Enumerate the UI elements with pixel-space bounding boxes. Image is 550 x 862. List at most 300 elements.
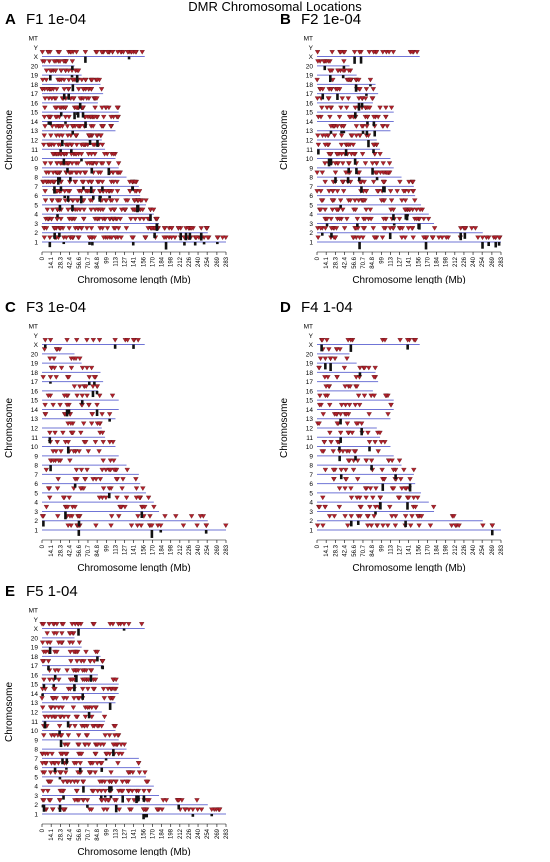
dmr-marker <box>190 808 195 812</box>
dmr-marker <box>65 669 70 673</box>
chromosome-label: 20 <box>30 635 38 643</box>
dmr-marker <box>421 217 426 221</box>
dmr-marker <box>195 798 200 802</box>
dmr-marker <box>119 236 124 240</box>
x-tick-label: 42.4 <box>67 545 74 557</box>
dmr-bar <box>356 223 359 226</box>
dmr-marker <box>432 226 437 230</box>
dmr-bar <box>371 168 374 175</box>
dmr-marker <box>315 189 320 193</box>
x-axis-label: Chromosome length (Mb) <box>77 563 191 572</box>
chromosome-label: X <box>308 342 313 350</box>
dmr-marker <box>406 189 411 193</box>
x-tick-label: 198 <box>168 829 175 840</box>
chromosome-label: MT <box>303 35 313 43</box>
dmr-marker <box>338 106 343 110</box>
dmr-marker <box>53 669 58 673</box>
chromosome-label: X <box>33 626 38 634</box>
dmr-marker <box>70 60 75 64</box>
dmr-marker <box>337 115 342 119</box>
dmr-marker <box>76 734 81 738</box>
dmr-bar <box>360 428 363 435</box>
x-tick-label: 84.8 <box>370 257 377 269</box>
dmr-marker <box>67 226 72 230</box>
dmr-marker <box>327 403 332 407</box>
dmr-marker <box>195 808 200 812</box>
dmr-marker <box>151 505 156 509</box>
x-tick-label: 198 <box>168 545 175 556</box>
dmr-marker <box>101 440 106 444</box>
dmr-marker <box>403 199 408 203</box>
panel-title: F5 1-04 <box>26 583 78 600</box>
chromosome-label: 19 <box>30 360 38 368</box>
dmr-marker <box>321 524 326 528</box>
dmr-marker <box>134 487 139 491</box>
dmr-marker <box>372 394 377 398</box>
dmr-marker <box>397 180 402 184</box>
dmr-marker <box>87 403 92 407</box>
dmr-marker <box>337 487 342 491</box>
dmr-marker <box>331 477 336 481</box>
x-tick-label: 42.4 <box>342 257 349 269</box>
dmr-marker <box>428 524 433 528</box>
dmr-marker <box>371 180 376 184</box>
dmr-marker <box>385 124 390 128</box>
dmr-marker <box>100 468 105 472</box>
chromosome-label: 1 <box>34 527 38 535</box>
x-tick-label: 70.7 <box>360 545 367 557</box>
x-tick-label: 99 <box>104 545 111 552</box>
chromosome-label: 17 <box>305 91 313 99</box>
dmr-marker <box>42 678 47 682</box>
dmr-marker <box>411 496 416 500</box>
chromosome-label: 15 <box>30 397 38 405</box>
dmr-marker <box>85 366 90 370</box>
dmr-marker <box>368 78 373 82</box>
dmr-marker <box>60 706 65 710</box>
dmr-marker <box>480 524 485 528</box>
chromosome-label: 17 <box>30 663 38 671</box>
dmr-marker <box>80 366 85 370</box>
x-tick-label: 14.1 <box>324 257 331 269</box>
dmr-marker <box>372 514 377 518</box>
dmr-marker <box>47 622 52 626</box>
dmr-marker <box>366 366 371 370</box>
dmr-marker <box>367 412 372 416</box>
chromosome-label: 2 <box>309 518 313 526</box>
chromosome-label: 14 <box>305 118 313 126</box>
dmr-marker <box>97 394 102 398</box>
chromosome-label: 6 <box>34 193 38 201</box>
dmr-marker <box>341 450 346 454</box>
chromosome-label: 2 <box>34 518 38 526</box>
dmr-marker <box>415 496 420 500</box>
x-tick-label: 184 <box>159 545 166 556</box>
dmr-bar <box>71 205 74 211</box>
dmr-marker <box>320 171 325 175</box>
dmr-marker <box>143 771 148 775</box>
dmr-bar <box>73 684 76 691</box>
dmr-bar <box>71 66 74 70</box>
dmr-marker <box>85 687 90 691</box>
panel-title: F3 1e-04 <box>26 299 87 316</box>
dmr-marker <box>386 412 391 416</box>
dmr-bar <box>329 75 332 82</box>
dmr-marker <box>380 468 385 472</box>
x-tick-label: 170 <box>150 545 157 556</box>
dmr-marker <box>126 798 131 802</box>
dmr-bar <box>54 675 57 680</box>
x-tick-label: 269 <box>214 545 221 556</box>
x-tick-label: 127 <box>397 545 404 556</box>
x-tick-label: 269 <box>489 545 496 556</box>
dmr-marker <box>393 524 398 528</box>
dmr-marker <box>42 236 47 240</box>
chromosome-label: 14 <box>30 406 38 414</box>
dmr-marker <box>59 450 64 454</box>
dmr-marker <box>363 162 368 166</box>
dmr-marker <box>316 143 321 147</box>
chromosome-label: MT <box>28 35 38 43</box>
panel-letter: B <box>280 11 291 28</box>
dmr-marker <box>333 357 338 361</box>
dmr-marker <box>343 514 348 518</box>
chromosome-label: X <box>33 54 38 62</box>
dmr-bar <box>404 214 407 219</box>
dmr-marker <box>469 226 474 230</box>
dmr-marker <box>101 687 106 691</box>
dmr-bar <box>77 530 80 536</box>
x-tick-label: 269 <box>489 257 496 268</box>
dmr-marker <box>102 715 107 719</box>
dmr-marker <box>370 162 375 166</box>
dmr-bar <box>334 177 337 183</box>
dmr-bar <box>99 196 102 199</box>
dmr-marker <box>324 338 329 342</box>
chromosome-label: 16 <box>30 100 38 108</box>
dmr-marker <box>128 217 133 221</box>
dmr-marker <box>43 162 48 166</box>
dmr-marker <box>67 459 72 463</box>
dmr-bar <box>339 419 342 425</box>
x-tick-label: 14.1 <box>324 545 331 557</box>
x-tick-label: 254 <box>205 545 212 556</box>
dmr-marker <box>362 394 367 398</box>
dmr-bar <box>185 233 188 241</box>
dmr-marker <box>109 771 114 775</box>
dmr-marker <box>415 50 420 54</box>
dmr-bar <box>498 242 501 246</box>
chromosome-label: 14 <box>30 118 38 126</box>
dmr-marker <box>130 789 135 793</box>
dmr-marker <box>102 696 107 700</box>
dmr-bar <box>101 186 104 190</box>
x-axis-label: Chromosome length (Mb) <box>352 275 466 284</box>
dmr-marker <box>57 724 62 728</box>
dmr-marker <box>116 514 121 518</box>
dmr-marker <box>41 789 46 793</box>
x-tick-label: 113 <box>113 257 120 267</box>
dmr-bar <box>44 721 47 728</box>
dmr-bar <box>80 159 83 162</box>
dmr-marker <box>93 106 98 110</box>
dmr-bar <box>359 372 362 376</box>
dmr-bar <box>96 391 99 394</box>
dmr-marker <box>353 403 358 407</box>
x-tick-label: 99 <box>104 829 111 836</box>
x-tick-label: 56.6 <box>76 545 83 557</box>
dmr-marker <box>376 450 381 454</box>
dmr-bar <box>362 131 365 134</box>
dmr-bar <box>65 768 68 770</box>
dmr-bar <box>340 474 343 479</box>
dmr-marker <box>356 394 361 398</box>
dmr-bar <box>360 57 363 64</box>
dmr-bar <box>63 196 66 198</box>
dmr-bar <box>69 177 72 181</box>
x-axis-label: Chromosome length (Mb) <box>77 275 191 284</box>
x-tick-label: 141 <box>406 545 413 556</box>
dmr-marker <box>40 706 45 710</box>
chromosome-label: 12 <box>305 425 313 433</box>
dmr-marker <box>395 189 400 193</box>
chromosome-label: 4 <box>309 499 313 507</box>
x-tick-label: 198 <box>168 257 175 268</box>
chromosome-label: 12 <box>30 709 38 717</box>
dmr-marker <box>335 189 340 193</box>
dmr-marker <box>329 217 334 221</box>
dmr-marker <box>62 87 67 91</box>
dmr-marker <box>371 87 376 91</box>
dmr-marker <box>343 403 348 407</box>
dmr-marker <box>55 514 60 518</box>
dmr-bar <box>100 768 103 772</box>
dmr-marker <box>386 459 391 463</box>
dmr-marker <box>136 338 141 342</box>
dmr-marker <box>124 496 129 500</box>
dmr-bar <box>49 465 52 471</box>
dmr-marker <box>408 477 413 481</box>
chromosome-label: 18 <box>305 81 313 89</box>
dmr-marker <box>54 87 59 91</box>
x-tick-label: 156 <box>141 545 148 556</box>
dmr-bar <box>82 786 85 792</box>
dmr-marker <box>412 199 417 203</box>
chromosome-label: 9 <box>34 165 38 173</box>
x-tick-label: 226 <box>186 829 193 840</box>
x-tick-label: 0 <box>40 545 46 549</box>
y-axis-label: Chromosome <box>279 397 290 459</box>
dmr-marker <box>116 226 121 230</box>
panel-d-chart <box>275 294 550 572</box>
x-tick-label: 70.7 <box>85 829 92 841</box>
x-tick-label: 127 <box>122 545 129 556</box>
dmr-marker <box>109 524 114 528</box>
chromosome-label: 5 <box>34 774 38 782</box>
dmr-marker <box>321 412 326 416</box>
dmr-marker <box>113 338 118 342</box>
dmr-bar <box>345 149 348 156</box>
dmr-bar <box>409 484 412 492</box>
chromosome-label: 1 <box>309 527 313 535</box>
x-tick-label: 113 <box>113 829 120 839</box>
dmr-marker <box>86 450 91 454</box>
dmr-marker <box>144 199 149 203</box>
dmr-bar <box>406 345 409 350</box>
dmr-bar <box>418 223 421 229</box>
chromosome-label: 9 <box>34 737 38 745</box>
dmr-marker <box>126 622 131 626</box>
x-tick-label: 283 <box>499 545 505 556</box>
dmr-bar <box>350 521 353 527</box>
dmr-marker <box>105 226 110 230</box>
dmr-marker <box>387 162 392 166</box>
dmr-marker <box>83 50 88 54</box>
dmr-marker <box>47 496 52 500</box>
dmr-bar <box>81 400 84 404</box>
dmr-marker <box>72 385 77 389</box>
dmr-marker <box>345 357 350 361</box>
dmr-marker <box>43 338 48 342</box>
dmr-marker <box>373 487 378 491</box>
dmr-bar <box>91 242 94 245</box>
dmr-marker <box>83 715 88 719</box>
dmr-marker <box>45 208 50 212</box>
dmr-marker <box>100 180 105 184</box>
dmr-marker <box>328 357 333 361</box>
dmr-bar <box>108 419 111 422</box>
dmr-bar <box>464 233 467 239</box>
dmr-bar <box>373 131 376 137</box>
dmr-marker <box>59 632 64 636</box>
dmr-marker <box>53 431 58 435</box>
dmr-marker <box>403 514 408 518</box>
dmr-bar <box>63 159 66 165</box>
dmr-bar <box>43 805 46 812</box>
y-axis-label: Chromosome <box>4 681 15 743</box>
chromosome-label: 7 <box>309 183 313 191</box>
dmr-bar <box>44 345 47 348</box>
dmr-marker <box>327 431 332 435</box>
chromosome-label: 13 <box>305 416 313 424</box>
dmr-bar <box>60 740 63 747</box>
dmr-marker <box>408 524 413 528</box>
chromosome-label: 7 <box>309 471 313 479</box>
dmr-bar <box>373 121 376 126</box>
dmr-marker <box>68 659 73 663</box>
chromosome-label: 5 <box>309 202 313 210</box>
dmr-marker <box>330 189 335 193</box>
dmr-marker <box>81 217 86 221</box>
chromosome-label: 16 <box>30 672 38 680</box>
dmr-marker <box>342 60 347 64</box>
x-tick-label: 56.6 <box>76 829 83 841</box>
dmr-marker <box>50 199 55 203</box>
dmr-marker <box>378 496 383 500</box>
dmr-marker <box>66 715 71 719</box>
dmr-marker <box>41 143 46 147</box>
chromosome-label: 3 <box>34 792 38 800</box>
dmr-marker <box>115 496 120 500</box>
dmr-bar <box>48 437 51 443</box>
chromosome-label: MT <box>28 323 38 331</box>
chromosome-label: 2 <box>309 230 313 238</box>
dmr-marker <box>323 505 328 509</box>
dmr-bar <box>358 242 361 249</box>
dmr-marker <box>63 771 68 775</box>
dmr-marker <box>48 134 53 138</box>
dmr-bar <box>43 684 46 688</box>
dmr-marker <box>85 226 90 230</box>
dmr-marker <box>391 50 396 54</box>
dmr-bar <box>109 703 112 710</box>
chromosome-label: Y <box>308 44 313 52</box>
dmr-marker <box>355 217 360 221</box>
dmr-marker <box>44 468 49 472</box>
chromosome-label: 12 <box>30 425 38 433</box>
dmr-marker <box>369 459 374 463</box>
dmr-marker <box>42 134 47 138</box>
dmr-marker <box>59 69 64 73</box>
dmr-bar <box>107 168 110 175</box>
dmr-marker <box>104 496 109 500</box>
x-tick-label: 226 <box>461 257 468 268</box>
x-tick-label: 42.4 <box>67 257 74 269</box>
dmr-marker <box>41 734 46 738</box>
dmr-marker <box>368 208 373 212</box>
panel-b-chart <box>275 6 550 284</box>
dmr-bar <box>379 502 382 509</box>
dmr-marker <box>344 217 349 221</box>
dmr-marker <box>223 524 228 528</box>
dmr-marker <box>82 208 87 212</box>
dmr-bar <box>145 814 148 817</box>
dmr-marker <box>89 422 94 426</box>
dmr-marker <box>323 357 328 361</box>
dmr-bar <box>354 112 357 118</box>
dmr-marker <box>122 743 127 747</box>
dmr-marker <box>40 78 45 82</box>
dmr-marker <box>343 468 348 472</box>
dmr-bar <box>70 149 73 153</box>
dmr-marker <box>151 208 156 212</box>
chromosome-label: 8 <box>309 174 313 182</box>
dmr-bar <box>128 57 131 60</box>
dmr-bar <box>370 465 373 470</box>
dmr-bar <box>383 186 386 192</box>
x-tick-label: 156 <box>416 545 423 556</box>
dmr-marker <box>318 357 323 361</box>
dmr-bar <box>355 168 358 174</box>
panel-letter: A <box>5 11 16 28</box>
dmr-marker <box>75 394 80 398</box>
dmr-bar <box>47 666 50 671</box>
panel-e-chart <box>0 578 275 856</box>
dmr-bar <box>54 768 57 772</box>
chromosome-label: 11 <box>31 718 38 726</box>
dmr-marker <box>73 724 78 728</box>
dmr-marker <box>70 162 75 166</box>
x-tick-label: 170 <box>425 257 432 268</box>
dmr-bar <box>66 168 69 173</box>
chromosome-label: 4 <box>309 211 313 219</box>
dmr-marker <box>401 468 406 472</box>
dmr-bar <box>73 112 76 119</box>
dmr-bar <box>329 363 332 371</box>
x-tick-label: 283 <box>499 257 505 268</box>
x-tick-label: 28.3 <box>333 257 340 269</box>
dmr-marker <box>109 514 114 518</box>
